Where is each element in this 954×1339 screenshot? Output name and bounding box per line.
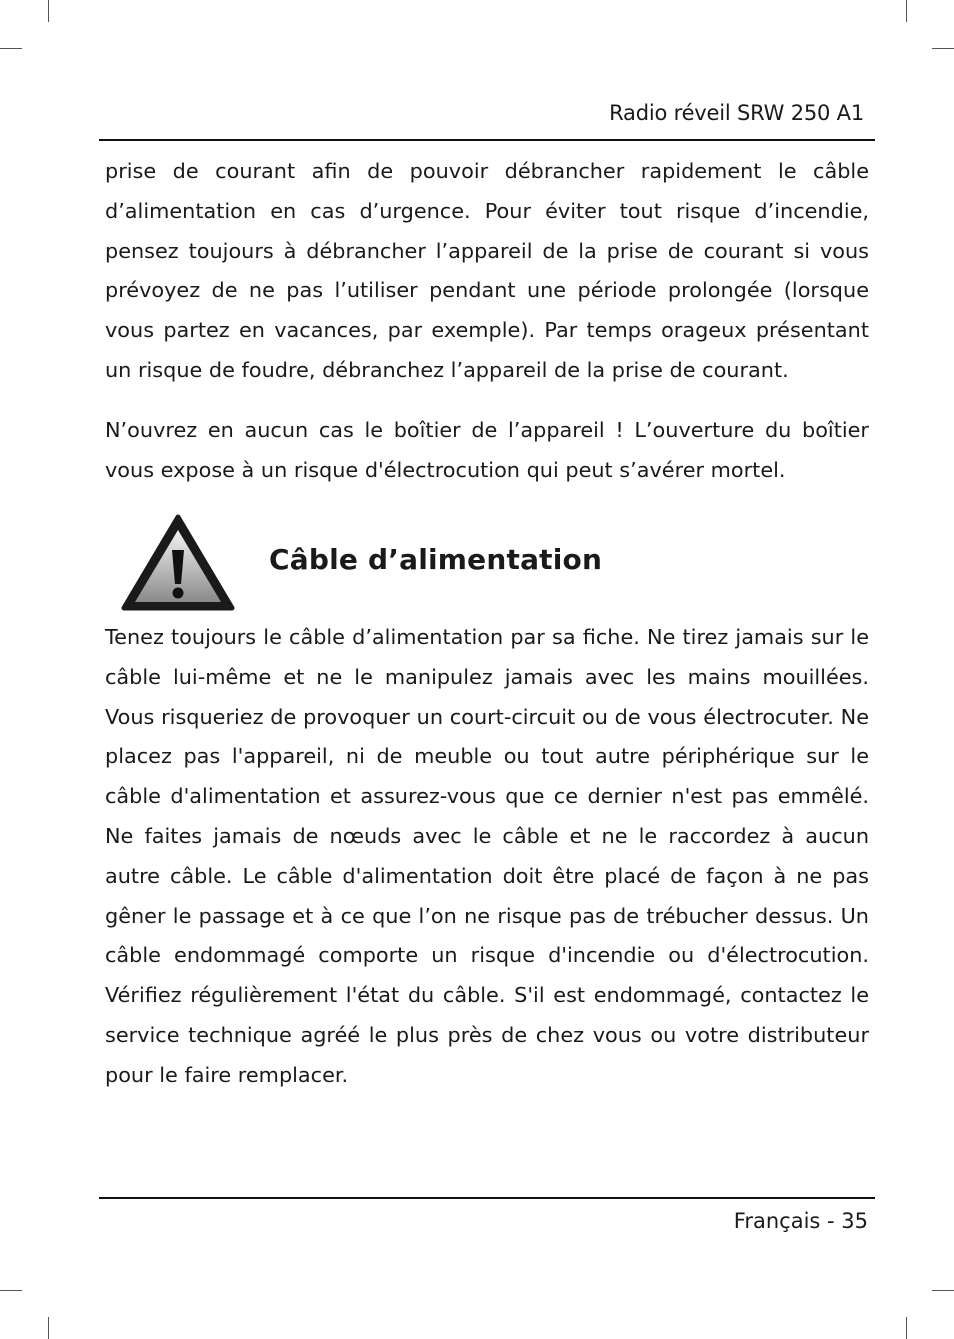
crop-mark bbox=[906, 0, 907, 22]
page-number: Français - 35 bbox=[733, 1209, 868, 1233]
footer-rule bbox=[99, 1197, 875, 1199]
crop-mark bbox=[906, 1317, 907, 1339]
crop-mark bbox=[932, 48, 954, 49]
crop-mark bbox=[0, 1290, 22, 1291]
crop-mark bbox=[0, 48, 22, 49]
crop-mark bbox=[48, 1317, 49, 1339]
paragraph-1: prise de courant afin de pouvoir débrancher rapidement le câble d’alimentation en cas d’urgence. Pour éviter tout risque d’incendie, pensez toujours à débrancher l’appareil de la prise de courant si vous prévoyez de ne pas l’utiliser pendant une période prolongée (lorsque vous partez en vacances, par exemple). Par temps orageux présentant un risque de foudre, débranchez l’appareil de la prise de courant. bbox=[105, 159, 869, 382]
section-title: Câble d’alimentation bbox=[269, 543, 603, 576]
crop-mark bbox=[932, 1290, 954, 1291]
section-paragraph: Tenez toujours le câble d’alimentation par sa fiche. Ne tirez jamais sur le câble lui-même et ne le manipulez jamais avec les mains mouillées. Vous risqueriez de provoquer un court-circuit ou de vous électrocuter. Ne placez pas l'appareil, ni de meuble ou tout autre périphérique sur le câble d'alimentation et assurez-vous que ce dernier n'est pas emmêlé. Ne faites jamais de nœuds avec le câble et ne le raccordez à aucun autre câble. Le câble d'alimentation doit être placé de façon à ne pas gêner le passage et à ce que l’on ne risque pas de trébucher dessus. Un câble endommagé comporte un risque d'incendie ou d'électrocution. Vérifiez régulièrement l'état du câble. S'il est endommagé, contactez le service technique agréé le plus près de chez vous ou votre distributeur pour le faire remplacer. bbox=[105, 625, 869, 1087]
warning-triangle-icon bbox=[121, 514, 235, 612]
header-rule bbox=[99, 139, 875, 141]
paragraph-2: N’ouvrez en aucun cas le boîtier de l’appareil ! L’ouverture du boîtier vous expose à un risque d'électrocution qui peut s’avérer mortel. bbox=[105, 418, 869, 482]
crop-mark bbox=[48, 0, 49, 22]
header-title: Radio réveil SRW 250 A1 bbox=[609, 101, 864, 125]
